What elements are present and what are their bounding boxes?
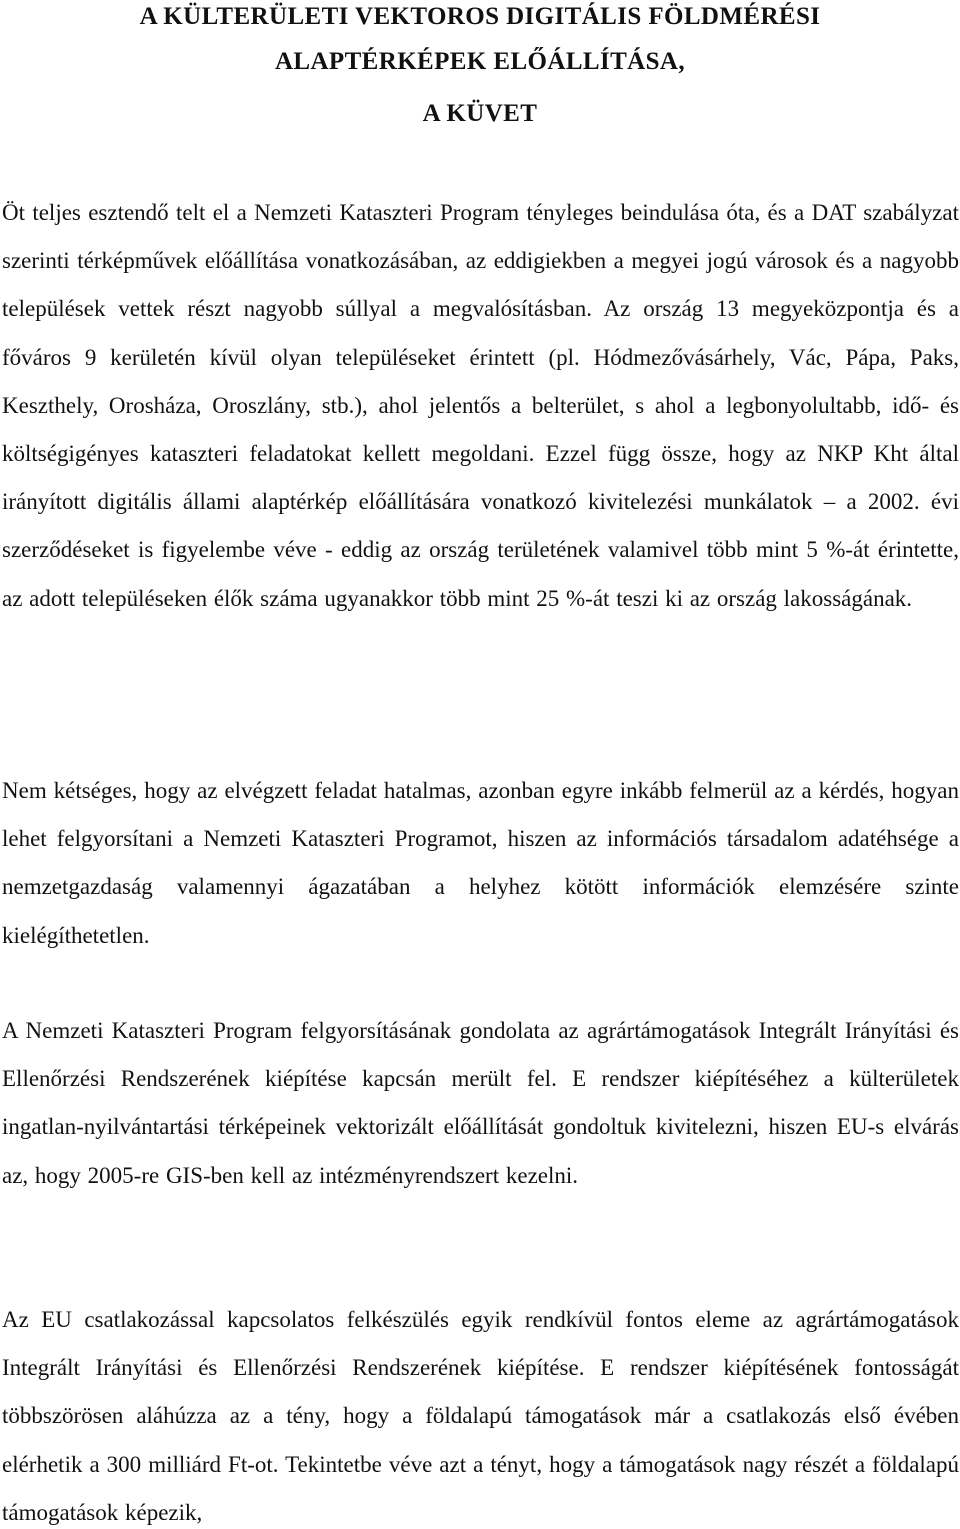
paragraph-1: Öt teljes esztendő telt el a Nemzeti Kataszteri Program tényleges beindulása óta, és a DAT szabályzat szerinti térképművek előállítása vonatkozásában, az eddigiekben a megyei jogú városok és a nagyobb települések vettek részt nagyobb súllyal a megvalósításban. Az ország 13 megyeközpontja és a főváros 9 kerületén kívül olyan településeket érintett (pl. Hódmezővásárhely, Vác, Pápa, Paks, Keszthely, Orosháza, Oroszlány, stb.), ahol jelentős a belterület, s ahol a legbonyolultabb, idő- és költségigényes kataszteri feladatokat kellett megoldani. Ezzel függ össze, hogy az NKP Kht által irányított digitális állami alaptérkép előállítására vonatkozó kivitelezési munkálatok – a 2002. évi szerződéseket is figyelembe véve - eddig az ország területének valamivel több mint 5 %-át érintette, az adott településeken élők száma ugyanakkor több mint 25 %-át teszi ki az ország lakosságának. bbox=[2, 200, 959, 611]
document-title-line-1: A KÜLTERÜLETI VEKTOROS DIGITÁLIS FÖLDMÉRÉSI bbox=[139, 3, 821, 30]
document-title-line-3: A KÜVET bbox=[422, 100, 538, 127]
paragraph-4: Az EU csatlakozással kapcsolatos felkészülés egyik rendkívül fontos eleme az agrártámogatások Integrált Irányítási és Ellenőrzési Rendszerének kiépítése. E rendszer kiépítésének fontosságát többszörösen aláhúzza az a tény, hogy a földalapú támogatások már a csatlakozás első évében elérhetik a 300 milliárd Ft-ot. Tekintetbe véve azt a tényt, hogy a támogatások nagy részét a földalapú támogatások képezik, bbox=[2, 1307, 959, 1525]
paragraph-2: Nem kétséges, hogy az elvégzett feladat hatalmas, azonban egyre inkább felmerül az a kérdés, hogyan lehet felgyorsítani a Nemzeti Kataszteri Programot, hiszen az információs társadalom adatéhsége a nemzetgazdaság valamennyi ágazatában a helyhez kötött információk elemzésére szinte kielégíthetetlen. bbox=[2, 778, 959, 948]
paragraph-3: A Nemzeti Kataszteri Program felgyorsításának gondolata az agrártámogatások Integrált Irányítási és Ellenőrzési Rendszerének kiépítése kapcsán merült fel. E rendszer kiépítéséhez a külterületek ingatlan-nyilvántartási térképeinek vektorizált előállítását gondoltuk kivitelezni, hiszen EU-s elvárás az, hogy 2005-re GIS-ben kell az intézményrendszert kezelni. bbox=[2, 1018, 959, 1188]
document-title-line-2: ALAPTÉRKÉPEK ELŐÁLLÍTÁSA, bbox=[274, 48, 686, 75]
